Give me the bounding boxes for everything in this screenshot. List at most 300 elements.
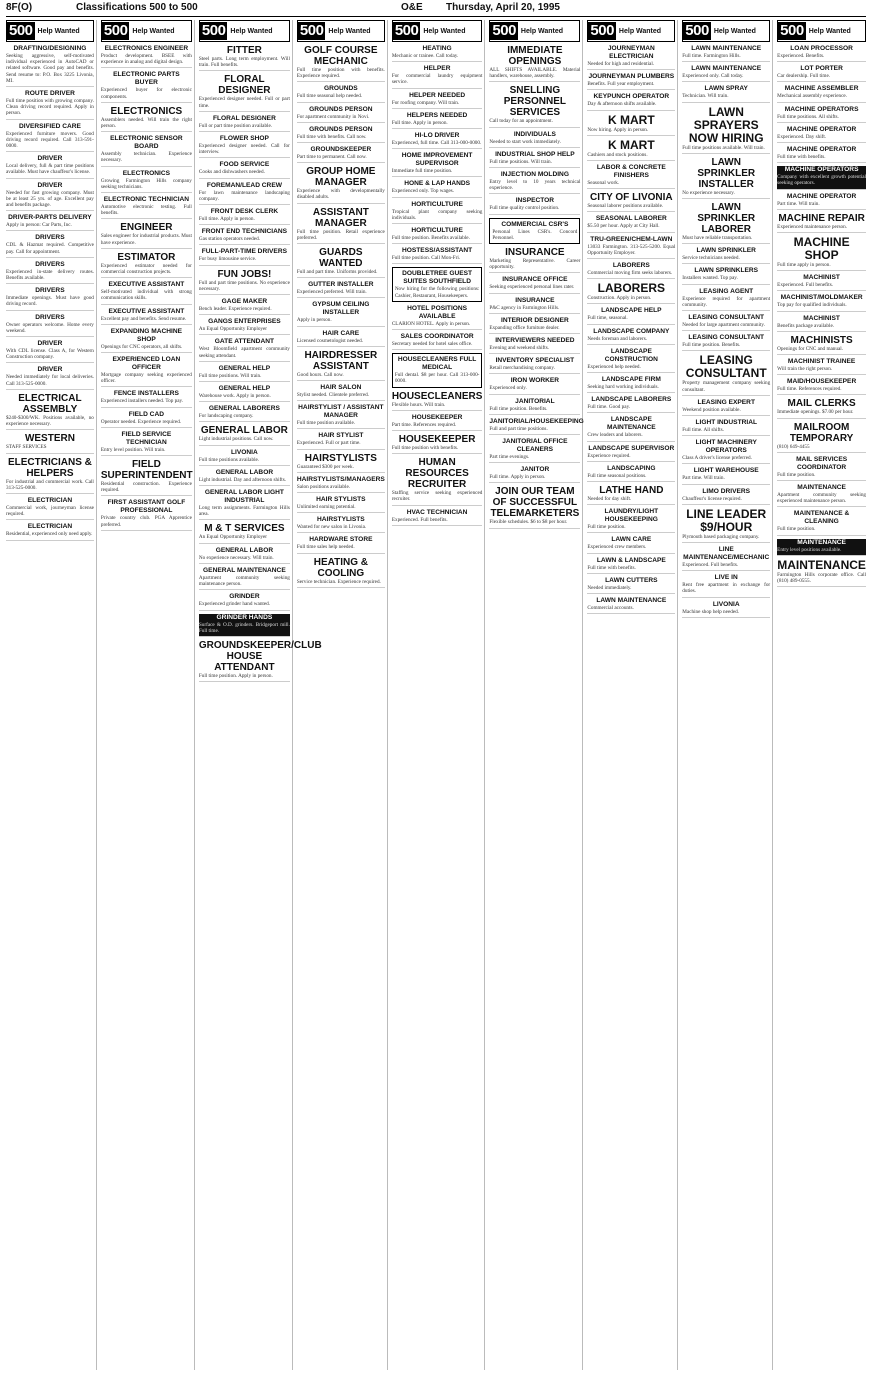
classified-ad	[101, 135, 192, 166]
ad-body: Seeking aggressive, self-motivated individual experienced in AutoCAD or related software. Good pay and benefits. Send resume to: P.O. Box 3225 Livonia, MI.	[6, 53, 94, 84]
classified-ad	[489, 171, 580, 194]
ad-body: Experienced buyer for electronic components.	[100, 87, 192, 100]
ad-body: Salon positions available.	[296, 483, 351, 490]
classified-ad	[587, 465, 675, 482]
issue-date: Thursday, April 20, 1995	[446, 2, 560, 13]
ad-heading: INJECTION MOLDING	[500, 171, 569, 179]
ad-body: Tropical plant company seeking individuals.	[391, 208, 483, 221]
ad-body: Full time. Apply in person.	[489, 474, 546, 481]
ad-heading: GROUNDS	[324, 85, 358, 93]
classified-ad	[199, 269, 290, 295]
ad-body: Needed to start work immediately.	[489, 138, 561, 145]
ad-heading: ROUTE DRIVER	[25, 90, 75, 98]
ad-heading: FUN JOBS!	[217, 268, 272, 280]
ad-heading: LAWN MAINTENANCE	[691, 65, 762, 73]
ad-body: Automotive electronic testing. Full benefits.	[100, 204, 192, 217]
ad-body: No experience necessary.	[682, 189, 735, 196]
ad-heading: HOUSECLEANERS	[391, 390, 483, 402]
ad-heading: LOT PORTER	[800, 65, 843, 73]
ad-body: Full time. Farmington Hills.	[682, 53, 741, 59]
classified-ad	[6, 261, 94, 284]
ad-body: Experienced in-state delivery routes. Benefits available.	[6, 268, 94, 282]
classified-ad	[777, 539, 866, 556]
classified-ad	[392, 132, 483, 149]
ad-heading: FIELD SERVICE TECHNICIAN	[121, 430, 172, 446]
ad-body: Full time position. Apply in person.	[198, 672, 273, 679]
ad-heading: JOURNEYMAN PLUMBERS	[588, 73, 675, 81]
section-number: 500	[103, 22, 128, 39]
ad-heading: LIVONIA	[231, 448, 258, 456]
classified-columns	[6, 20, 868, 1370]
section-number: 500	[201, 22, 226, 39]
classified-ad	[587, 139, 675, 161]
classified-ad	[297, 45, 385, 82]
ad-body: Self-motivated individual with strong communication skills.	[100, 289, 192, 302]
ad-body: Needed for fast growing company. Must be at least 25 yrs. of age. Excellent pay and benefits package.	[6, 189, 94, 209]
classified-ad	[682, 45, 770, 62]
ad-body: Crew leaders and laborers.	[587, 432, 643, 439]
ad-heading: HVAC TECHNICIAN	[406, 508, 468, 516]
ad-body: Warehouse work. Apply in person.	[198, 393, 271, 400]
ad-heading: SNELLING PERSONNEL SERVICES	[503, 85, 566, 119]
classified-ad	[587, 396, 675, 413]
ad-body: Experienced. Full benefits.	[777, 282, 834, 289]
ad-body: Seeking experienced personal lines rater.	[489, 284, 575, 291]
ad-heading: LAWN SPRINKLER INSTALLER	[697, 156, 756, 190]
ad-body: Secretary needed for hotel sales office.	[391, 341, 473, 348]
ad-heading: EXPANDING MACHINE SHOP	[110, 327, 183, 343]
ad-body: Call today for an appointment.	[489, 118, 553, 125]
ad-heading: HAIRDRESSER ASSISTANT	[304, 349, 378, 372]
classified-ad	[199, 489, 290, 520]
classified-ad	[682, 202, 770, 244]
ad-body: Wanted for new salon in Livonia.	[296, 524, 367, 531]
classified-ad	[6, 182, 94, 212]
classified-ad	[297, 106, 385, 123]
ad-heading: MAIL CLERKS	[787, 398, 856, 410]
ad-body: Mortgage company seeking experienced officer.	[100, 372, 192, 385]
ad-heading: LAWN SPRINKLER	[696, 247, 756, 255]
ad-heading: ELECTRONIC SENSOR BOARD	[110, 135, 183, 151]
classified-ad	[101, 356, 192, 387]
classified-ad	[682, 157, 770, 199]
ad-heading: KEYPUNCH OPERATOR	[593, 93, 670, 101]
section-range: Classifications 500 to 500	[76, 2, 198, 13]
classified-ad	[587, 508, 675, 533]
ad-body: Experienced help needed.	[587, 363, 641, 370]
ad-body: Installers wanted. Top pay.	[682, 275, 738, 282]
ad-heading: GYPSUM CEILING INSTALLER	[312, 301, 370, 317]
ad-heading: FRONT DESK CLERK	[210, 208, 279, 216]
ad-heading: LAWN SPRINKLER LABORER	[697, 202, 756, 236]
ad-body: Full time, seasonal.	[587, 315, 628, 322]
ad-body: Full time. Good pay.	[587, 404, 631, 411]
ad-heading: LABORERS	[597, 281, 665, 296]
ad-heading: MACHINE OPERATORS	[784, 166, 859, 174]
ad-body: Full time positions available. Will train.	[682, 144, 765, 151]
ad-body: Weekend position available.	[682, 406, 741, 413]
ad-heading: MACHINIST/MOLDMAKER	[780, 294, 863, 302]
ad-body: Experienced designer needed. Call for interview.	[198, 143, 290, 156]
ad-body: Long term assignments. Farmington Hills area.	[198, 505, 290, 518]
ad-heading: FENCE INSTALLERS	[113, 390, 179, 398]
ad-body: Farmington Hills corporate office. Call (810) 489-0555.	[777, 571, 867, 585]
classified-ad	[489, 438, 580, 463]
ad-heading: DRIVERS	[35, 313, 65, 321]
ad-body: For industrial and commercial work. Call 313-525-0000.	[6, 478, 94, 491]
help-wanted-header	[199, 20, 290, 42]
classified-ad	[682, 574, 770, 597]
ad-body: Experienced installers needed. Top pay.	[100, 398, 184, 405]
ad-body: No experience necessary. Will train.	[198, 554, 274, 561]
ad-body: Needed for day shift.	[587, 496, 632, 503]
classified-ad	[101, 281, 192, 304]
classified-ad	[6, 214, 94, 231]
ad-body: Top pay for qualified individuals.	[777, 302, 847, 309]
ad-body: Experienced estimator needed for commercial construction projects.	[100, 262, 192, 276]
classified-ad	[777, 193, 866, 210]
ad-heading: LINE MAINTENANCE/MECHANIC	[683, 546, 770, 562]
classified-ad	[587, 577, 675, 594]
ad-body: Benefits. Full year employment.	[587, 81, 655, 88]
ad-body: Now hiring. Apply in person.	[587, 126, 649, 133]
classified-ad	[392, 152, 483, 177]
ad-heading: HOME IMPROVEMENT SUPERVISOR	[401, 152, 473, 168]
classified-ad	[777, 378, 866, 395]
ad-heading: GENERAL HELP	[218, 385, 271, 393]
ad-body: $5.50 per hour. Apply at City Hall.	[587, 223, 660, 230]
section-label: Help Wanted	[328, 27, 371, 35]
ad-body: Mechanic or trainee. Call today.	[391, 53, 459, 59]
ad-body: For commercial laundry equipment service.	[391, 73, 483, 86]
ad-heading: HONE & LAP HANDS	[404, 180, 471, 188]
classified-ad	[489, 337, 580, 354]
ad-body: Full time position. Retail experience preferred.	[296, 228, 385, 241]
ad-heading: HAIRSTYLISTS	[304, 452, 377, 464]
ad-heading: K MART	[608, 112, 655, 127]
classified-ad	[489, 357, 580, 374]
help-wanted-header	[777, 20, 866, 42]
ad-body: Seasonal work.	[587, 180, 620, 187]
classified-ad	[6, 123, 94, 153]
ad-body: Flexible hours. Will train.	[391, 401, 446, 408]
column-4	[297, 20, 388, 1370]
ad-heading: LIMO DRIVERS	[702, 487, 751, 495]
ad-heading: JOIN OUR TEAM OF SUCCESSFUL TELEMARKETERS	[490, 486, 580, 520]
ad-heading: ELECTRICIANS & HELPERS	[7, 456, 92, 479]
ad-heading: JANITOR	[520, 466, 550, 474]
classified-ad	[297, 350, 385, 381]
paper-name: O&E	[401, 2, 423, 13]
classified-ad	[101, 196, 192, 219]
classified-ad	[777, 126, 866, 143]
ad-body: Machine shop help needed.	[682, 608, 740, 615]
ad-heading: ELECTRICIAN	[27, 496, 73, 504]
ad-body: Apply in person: Car Parts, Inc.	[6, 222, 72, 229]
classified-ad	[199, 228, 290, 245]
ad-heading: DRIVERS	[35, 234, 65, 242]
ad-body: Full time. References required.	[777, 386, 842, 393]
classified-ad	[489, 486, 580, 528]
ad-heading: GANGS ENTERPRISES	[208, 318, 281, 326]
ad-heading: GENERAL LABORERS	[208, 405, 280, 413]
ad-body: Full time with benefits.	[777, 154, 826, 161]
section-label: Help Wanted	[713, 27, 756, 35]
classified-ad	[682, 439, 770, 464]
ad-body: Full time quality control position.	[489, 205, 560, 212]
ad-heading: GRINDER HANDS	[216, 613, 273, 621]
classified-ad	[777, 146, 866, 163]
classified-ad	[489, 247, 580, 273]
classified-ad	[6, 393, 94, 430]
classified-ad	[489, 85, 580, 127]
classified-ad	[101, 222, 192, 248]
ad-body: Retail merchandising company.	[489, 365, 555, 372]
classified-ad	[587, 307, 675, 324]
classified-ad	[489, 45, 580, 82]
classified-ad	[777, 236, 866, 271]
ad-body: Part time evenings.	[489, 454, 530, 461]
classified-ad	[489, 466, 580, 483]
ad-heading: EXECUTIVE ASSISTANT	[108, 307, 185, 315]
classified-ad	[777, 456, 866, 481]
classified-ad	[777, 166, 866, 189]
classified-ad	[101, 499, 192, 530]
ad-body: Full time seasonal positions.	[587, 472, 647, 479]
section-number: 500	[492, 22, 516, 39]
ad-body: An Equal Opportunity Employer	[198, 534, 268, 541]
ad-heading: FOOD SERVICE	[219, 161, 270, 169]
ad-heading: ELECTRONICS	[110, 105, 183, 117]
classified-ad	[392, 391, 483, 411]
classified-ad	[6, 155, 94, 178]
classified-ad	[682, 467, 770, 484]
classified-ad	[392, 45, 483, 62]
ad-body: An Equal Opportunity Employer	[198, 326, 268, 333]
ad-body: Operator needed. Experience required.	[100, 418, 182, 425]
ad-heading: LEASING CONSULTANT	[688, 314, 765, 322]
ad-heading: MAILROOM TEMPORARY	[789, 421, 854, 444]
ad-heading: HOUSEKEEPER	[411, 413, 463, 421]
classified-ad	[101, 45, 192, 68]
ad-heading: GAGE MAKER	[221, 298, 268, 306]
ad-body: Full time position.	[777, 526, 816, 533]
classified-ad	[682, 419, 770, 436]
ad-heading: HELPER	[423, 65, 451, 73]
ad-heading: LABORERS	[612, 262, 650, 270]
ad-heading: DRIVER-PARTS DELIVERY	[8, 214, 92, 222]
classified-ad	[297, 453, 385, 473]
classified-ad	[297, 85, 385, 102]
ad-heading: DRIVER	[37, 366, 63, 374]
classified-ad	[101, 71, 192, 102]
ad-body: Commercial work, journeyman license required.	[6, 504, 94, 518]
help-wanted-header	[587, 20, 675, 42]
ad-body: Unlimited earning potential.	[296, 504, 356, 511]
ad-body: For busy limousine service.	[198, 256, 257, 263]
ad-body: Good hours. Call now.	[296, 371, 344, 378]
ad-heading: LATHE HAND	[599, 485, 664, 497]
classified-ad	[199, 338, 290, 361]
ad-body: Technician. Will train.	[682, 93, 729, 100]
ad-body: Full time positions available.	[198, 456, 260, 463]
ad-heading: GOLF COURSE MECHANIC	[304, 45, 378, 67]
ad-heading: HAIRSTYLIST / ASSISTANT MANAGER	[298, 404, 384, 420]
classified-ad	[587, 536, 675, 553]
ad-body: STAFF SERVICES	[6, 444, 47, 451]
ad-body: Staffing service seeking experienced recruiter.	[391, 490, 483, 503]
ad-body: Flexible schedules. $6 to $8 per hour.	[489, 519, 568, 526]
section-number: 500	[685, 22, 709, 39]
classified-ad	[199, 115, 290, 132]
ad-heading: MACHINE OPERATOR	[786, 192, 857, 200]
ad-heading: HUMAN RESOURCES RECRUITER	[405, 457, 469, 491]
ad-body: Openings for CNC and manual.	[777, 345, 844, 352]
ad-body: Personal Lines CSR's. Concord Personnel.	[492, 228, 578, 241]
ad-heading: HOTEL POSITIONS AVAILABLE	[407, 304, 468, 320]
classified-ad	[777, 45, 866, 62]
ad-body: Steel parts. Long term employment. Will train. Full benefits.	[198, 56, 290, 69]
classified-ad	[777, 106, 866, 123]
ad-heading: DIVERSIFIED CARE	[18, 122, 81, 130]
ad-body: Construction. Apply in person.	[587, 295, 652, 302]
ad-body: Experienced only. Top wages.	[391, 188, 454, 195]
ad-heading: JANITORIAL	[515, 397, 555, 405]
help-wanted-header	[489, 20, 580, 42]
page-number: 8F(O)	[6, 2, 33, 13]
ad-heading: MACHINISTS	[790, 334, 853, 346]
ad-heading: LAWN SPRINKLERS	[694, 267, 759, 275]
classified-ad	[682, 106, 770, 154]
ad-body: Experienced. Full benefits.	[391, 516, 448, 523]
ad-body: Openings for CNC operators, all shifts.	[100, 343, 183, 350]
classified-ad	[199, 135, 290, 158]
ad-heading: HAIR SALON	[320, 384, 362, 392]
classified-ad	[297, 476, 385, 493]
help-wanted-header	[101, 20, 192, 42]
ad-body: With CDL license. Class A, for Western Construction company.	[6, 348, 94, 361]
ad-body: Experience required for apartment community.	[682, 295, 771, 308]
ad-heading: GENERAL LABOR	[200, 425, 288, 437]
ad-heading: INSURANCE OFFICE	[502, 276, 568, 284]
classified-ad	[392, 201, 483, 224]
classified-ad	[6, 433, 94, 453]
ad-body: Experienced crew members.	[587, 544, 647, 551]
classified-ad	[777, 422, 866, 453]
ad-body: Full time. Apply in person.	[391, 119, 448, 126]
classified-ad	[489, 131, 580, 148]
ad-body: For landscaping company.	[198, 413, 254, 420]
ad-body: Owner operators welcome. Home every weekend.	[6, 321, 94, 334]
classified-ad	[6, 314, 94, 337]
classified-ad	[392, 180, 483, 197]
ad-heading: DRIVER	[37, 340, 63, 348]
ad-body: Gas station operators needed.	[198, 236, 260, 243]
classified-ad	[587, 45, 675, 70]
ad-body: Needs foreman and laborers.	[587, 335, 648, 342]
ad-body: Full time position available.	[296, 420, 356, 427]
ad-body: Experienced preferred. Will train.	[296, 289, 367, 296]
classified-ad	[101, 308, 192, 325]
classified-ad	[682, 247, 770, 264]
ad-heading: GENERAL LABOR LIGHT INDUSTRIAL	[204, 489, 284, 505]
ad-heading: MAINTENANCE & CLEANING	[793, 510, 850, 526]
ad-body: Marketing Representative. Career opportunity.	[489, 258, 581, 271]
section-label: Help Wanted	[423, 27, 466, 35]
ad-body: Must have reliable transportation.	[682, 235, 753, 242]
ad-heading: FOREMAN/LEAD CREW	[206, 181, 282, 189]
ad-heading: DRIVERS	[35, 287, 65, 295]
classified-ad	[682, 65, 770, 82]
ad-body: Entry level positions available.	[777, 546, 842, 553]
section-number: 500	[780, 22, 804, 39]
classified-ad	[777, 559, 866, 587]
ad-heading: GROUNDSKEEPER	[310, 146, 372, 154]
ad-body: CLARION HOTEL. Apply in person.	[391, 320, 471, 327]
section-label: Help Wanted	[808, 27, 851, 35]
ad-body: Full time seasonal help needed.	[296, 93, 363, 100]
classified-ad	[489, 377, 580, 394]
ad-heading: LAWN SPRAY	[704, 85, 748, 93]
ad-heading: INDUSTRIAL SHOP HELP	[495, 150, 575, 158]
classified-ad	[587, 93, 675, 110]
ad-heading: FIELD SUPERINTENDENT	[100, 459, 193, 482]
ad-heading: FULL-PART-TIME DRIVERS	[201, 248, 287, 256]
ad-body: Private country club. PGA Apprentice preferred.	[100, 515, 192, 528]
classified-ad	[392, 333, 483, 350]
classified-ad	[199, 298, 290, 315]
ad-heading: GENERAL HELP	[218, 364, 271, 372]
classified-ad	[682, 354, 770, 395]
ad-heading: HEATING & COOLING	[313, 556, 368, 579]
classified-ad	[682, 288, 770, 311]
ad-heading: MAIL SERVICES COORDINATOR	[796, 455, 848, 471]
ad-heading: HAIR STYLISTS	[316, 496, 366, 504]
ad-body: Full time position. Call Mon-Fri.	[391, 255, 461, 262]
classified-ad	[297, 207, 385, 244]
ad-heading: FIELD CAD	[128, 410, 164, 418]
classified-ad	[587, 557, 675, 574]
classified-ad	[101, 390, 192, 407]
ad-heading: GATE ATTENDANT	[214, 338, 274, 346]
classified-ad	[489, 218, 580, 244]
ad-heading: M & T SERVICES	[204, 523, 285, 535]
ad-body: Full time position with benefits. Experience required.	[296, 67, 385, 80]
ad-body: For lawn maintenance landscaping company.	[198, 189, 290, 202]
classified-ad	[199, 385, 290, 402]
ad-heading: INTERIOR DESIGNER	[501, 316, 569, 324]
ad-heading: LOAN PROCESSOR	[790, 45, 853, 52]
help-wanted-header	[682, 20, 770, 42]
classified-ad	[587, 73, 675, 90]
ad-heading: GROUP HOME MANAGER	[306, 166, 376, 189]
classified-ad	[392, 92, 483, 109]
ad-heading: LAWN MAINTENANCE	[596, 597, 667, 605]
classified-ad	[297, 404, 385, 429]
classified-ad	[199, 182, 290, 205]
ad-body: Service technician. Experience required.	[296, 578, 381, 585]
ad-body: Residential, experienced only need apply.	[6, 531, 93, 538]
ad-heading: MAINTENANCE	[777, 557, 866, 572]
ad-heading: ELECTRONICS ENGINEER	[104, 45, 189, 52]
classified-ad	[392, 305, 483, 330]
ad-body: Experience with developmentally disabled adults.	[296, 188, 385, 201]
section-number: 500	[394, 22, 419, 39]
ad-body: CDL & Hazmat required. Competitive pay. Call for appointment.	[6, 242, 94, 255]
ad-body: Now hiring for the following positions: Cashier, Restaurant, Housekeepers.	[394, 286, 480, 299]
ad-heading: WESTERN	[24, 433, 75, 445]
ad-body: Immediate full time position.	[391, 168, 453, 175]
